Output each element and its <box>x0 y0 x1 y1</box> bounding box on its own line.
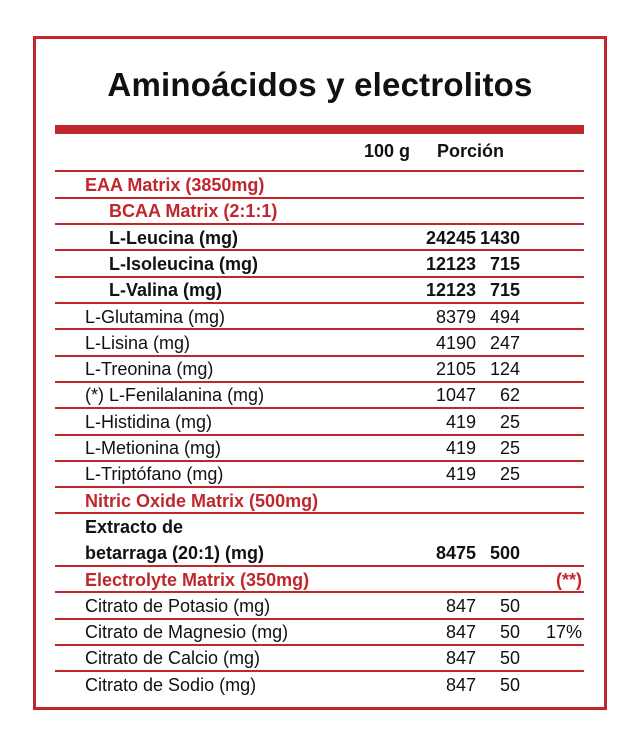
table-row <box>55 461 584 487</box>
column-header-100g: 100 g <box>364 141 411 161</box>
column-header-portion: Porción <box>437 141 505 161</box>
row-label: (*) L-Fenilalanina (mg) <box>85 385 265 406</box>
value-per-portion: 25 <box>499 464 520 485</box>
value-per-portion: 500 <box>489 543 520 564</box>
value-per-portion: 25 <box>499 438 520 458</box>
value-per-100g: 1047 <box>435 385 476 406</box>
row-label: L-Leucina (mg) <box>109 227 238 248</box>
table-row <box>55 225 584 251</box>
value-per-100g: 419 <box>445 411 476 432</box>
value-per-portion: 62 <box>499 385 520 406</box>
table-row <box>55 356 584 382</box>
table-row <box>55 382 584 408</box>
value-per-portion: 1430 <box>479 227 520 248</box>
table-row <box>55 593 584 619</box>
value-per-100g: 8379 <box>435 306 476 327</box>
value-per-100g: 4190 <box>435 332 476 353</box>
value-per-100g: 12123 <box>425 253 476 274</box>
row-label: Citrato de Calcio (mg) <box>85 648 261 669</box>
table-row <box>55 409 584 435</box>
value-per-100g: 847 <box>445 622 476 643</box>
row-label: L-Histidina (mg) <box>85 411 213 432</box>
value-extra: 17% <box>545 622 582 643</box>
value-per-100g: 24245 <box>425 227 476 248</box>
table-row <box>55 435 584 461</box>
row-label: Nitric Oxide Matrix (500mg) <box>85 490 319 511</box>
row-label: L-Metionina (mg) <box>85 438 222 458</box>
table-row <box>55 277 584 303</box>
row-label: L-Glutamina (mg) <box>85 306 226 327</box>
table-row <box>55 619 584 645</box>
row-label: L-Isoleucina (mg) <box>109 253 259 274</box>
value-per-100g: 419 <box>445 438 476 458</box>
value-extra: (**) <box>556 569 582 590</box>
row-label: L-Lisina (mg) <box>85 332 191 353</box>
row-label: L-Triptófano (mg) <box>85 464 224 485</box>
value-per-portion: 50 <box>499 674 520 695</box>
row-label: BCAA Matrix (2:1:1) <box>109 201 278 222</box>
page-title: Aminoácidos y electrolitos <box>107 66 533 103</box>
table-row <box>55 514 584 540</box>
value-per-100g: 8475 <box>435 543 476 564</box>
value-per-portion: 50 <box>499 622 520 643</box>
value-per-100g: 847 <box>445 648 476 669</box>
value-per-100g: 419 <box>445 464 476 485</box>
value-per-portion: 50 <box>499 648 520 669</box>
value-per-portion: 715 <box>489 280 520 301</box>
row-label: Citrato de Sodio (mg) <box>85 674 257 695</box>
table-row <box>55 330 584 356</box>
row-label: Citrato de Magnesio (mg) <box>85 622 289 643</box>
row-label: L-Treonina (mg) <box>85 359 214 380</box>
row-label: Electrolyte Matrix (350mg) <box>85 569 310 590</box>
value-per-portion: 247 <box>489 332 520 353</box>
value-per-portion: 50 <box>499 595 520 616</box>
row-label: EAA Matrix (3850mg) <box>85 175 265 195</box>
header-divider <box>55 125 584 134</box>
table-row <box>55 488 584 514</box>
table-row <box>55 567 584 593</box>
row-label: Citrato de Potasio (mg) <box>85 595 271 616</box>
table-row <box>55 251 584 277</box>
table-row <box>55 304 584 330</box>
table-row <box>55 540 584 566</box>
table-row <box>55 198 584 224</box>
value-per-100g: 12123 <box>425 280 476 301</box>
table-row <box>55 645 584 671</box>
row-label: L-Valina (mg) <box>109 280 223 301</box>
row-label: Extracto de <box>85 516 184 537</box>
value-per-100g: 847 <box>445 595 476 616</box>
value-per-100g: 847 <box>445 674 476 695</box>
value-per-portion: 25 <box>499 411 520 432</box>
table-row <box>55 172 584 198</box>
value-per-portion: 494 <box>489 306 520 327</box>
value-per-portion: 715 <box>489 253 520 274</box>
row-label: betarraga (20:1) (mg) <box>85 543 265 564</box>
value-per-portion: 124 <box>489 359 520 380</box>
table-row <box>55 672 584 698</box>
value-per-100g: 2105 <box>435 359 476 380</box>
